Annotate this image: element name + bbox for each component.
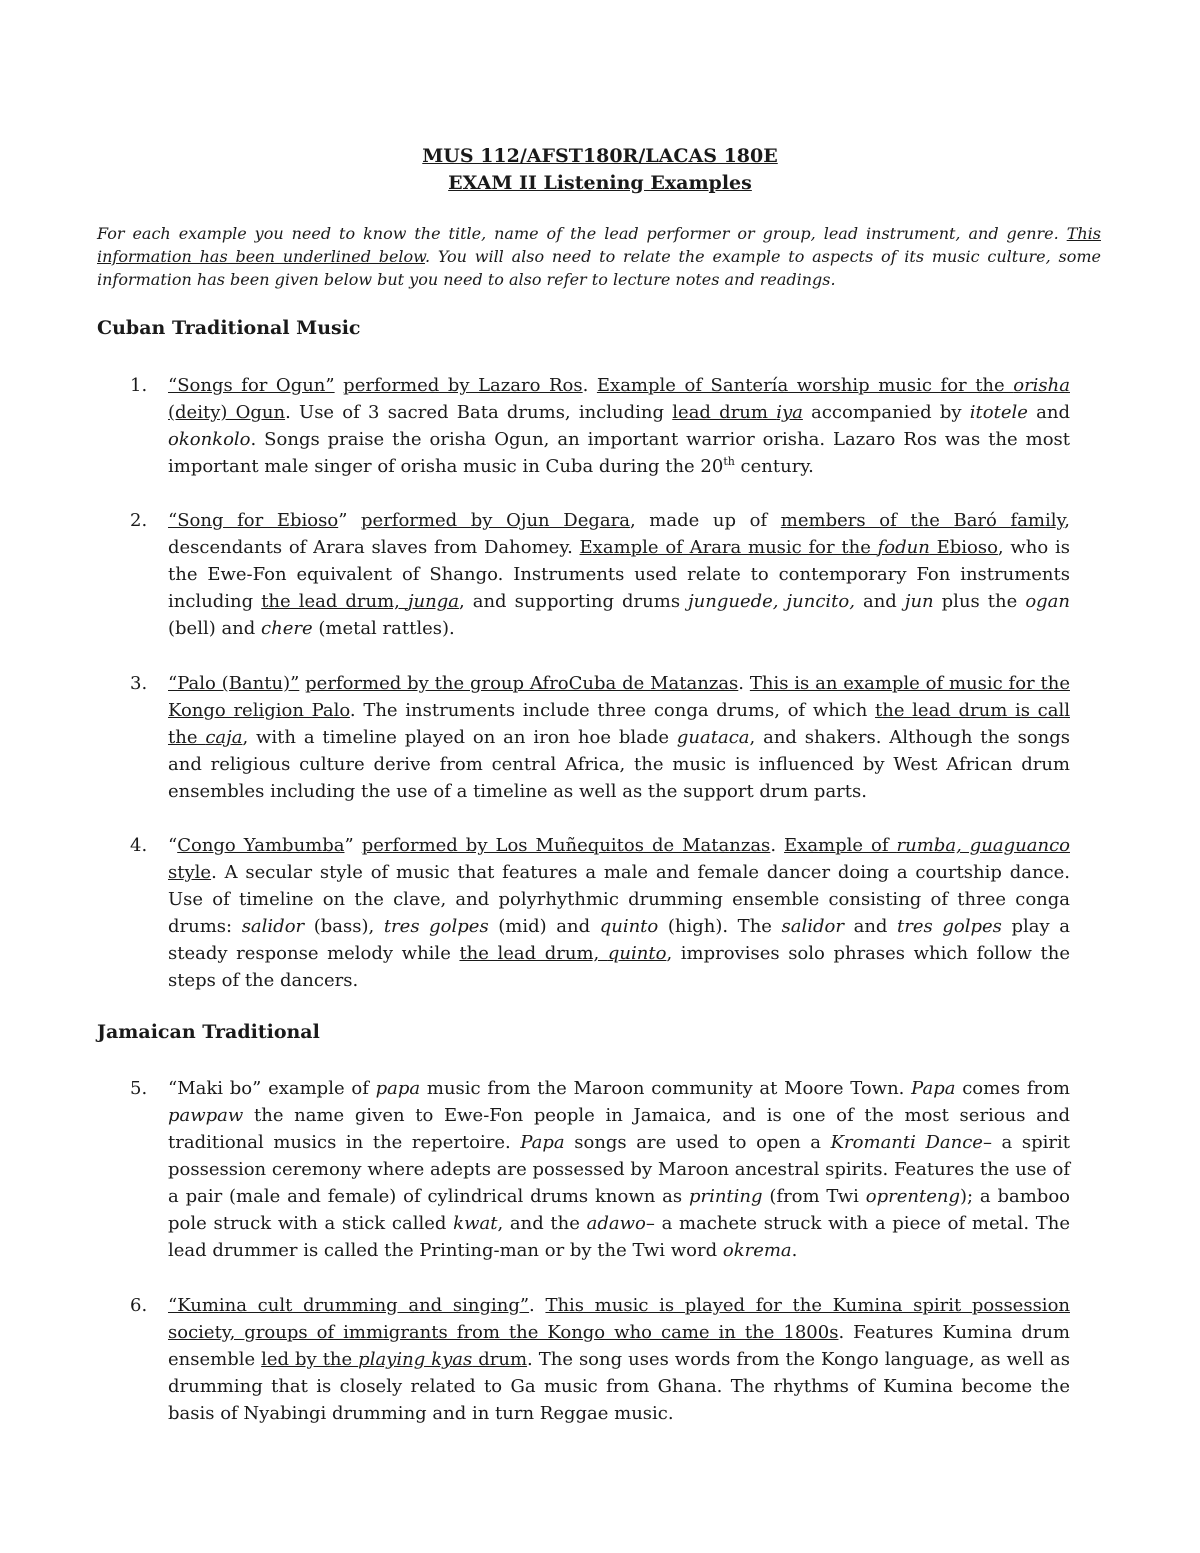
example-text-segment: performed by the group AfroCuba de Matanzas	[305, 673, 739, 694]
example-text-segment: kwat	[453, 1213, 498, 1234]
example-text-segment: style	[168, 862, 212, 883]
example-text-segment: – a machete struck with a piece of metal. The lead drummer is called the Printing-man or by the Twi word	[168, 1213, 1070, 1261]
example-text-segment: junguede, juncito,	[688, 591, 855, 612]
example-text-segment: comes from	[955, 1078, 1070, 1099]
example-text-segment: and	[1027, 402, 1070, 423]
example-text-segment: Kromanti Dance	[830, 1132, 983, 1153]
example-text-segment: , who is the Ewe-Fon equivalent of Shango. Instruments used relate to contemporary Fon instruments including	[168, 537, 1070, 612]
example-text-segment: (high). The	[658, 916, 782, 937]
example-text-segment: .	[738, 673, 750, 694]
example-number: 3.	[130, 673, 148, 694]
example-text-segment: This music is played for the Kumina spirit possession society, groups of immigrants from the Kongo who came in the 1800s	[168, 1295, 1070, 1343]
example-text-segment: “	[168, 835, 178, 856]
example-text-segment: ”	[338, 510, 362, 531]
example-text	[168, 372, 1070, 480]
example-text-segment: (mid) and	[488, 916, 600, 937]
example-text-segment: (bell) and	[168, 618, 262, 639]
example-text-segment: the lead drum,	[459, 943, 608, 964]
example-text-segment: , and supporting drums	[458, 591, 689, 612]
example-text-segment: junga	[407, 591, 459, 612]
example-text-segment: ogan	[1025, 591, 1070, 612]
example-text-segment: .	[791, 1240, 798, 1261]
example-text-segment: and	[854, 591, 905, 612]
example-text-segment: .	[770, 835, 785, 856]
example-text-segment: the name given to Ewe-Fon people in Jamaica, and is one of the most serious and traditional musics in the repertoire.	[168, 1105, 1070, 1153]
example-text-segment: drum	[472, 1349, 528, 1370]
example-text-segment: (metal rattles).	[312, 618, 455, 639]
example-text-segment: “Kumina cult drumming and singing”	[168, 1295, 530, 1316]
example-number: 4.	[130, 835, 148, 856]
example-text-segment: .	[529, 1295, 546, 1316]
example-text-segment: , with a timeline played on an iron hoe blade	[242, 727, 677, 748]
example-text-segment: guataca	[676, 727, 750, 748]
example-text-segment: . Features Kumina drum ensemble	[168, 1322, 1070, 1370]
example-text-segment: Example of Arara music for the	[579, 537, 878, 558]
example-item	[130, 372, 1070, 480]
example-text-segment: adawo	[586, 1213, 646, 1234]
example-item	[130, 1075, 1070, 1264]
example-text-segment: okonkolo	[168, 429, 251, 450]
example-text-segment	[335, 375, 344, 396]
example-text-segment: jun	[904, 591, 934, 612]
instructions-underlined-text: This information has been underlined below	[97, 224, 1101, 266]
example-text-segment: caja	[205, 727, 243, 748]
example-text-segment: , and shakers. Although the songs and religious culture derive from central Africa, the music is influenced by West African drum ensembles including the use of a timeline as well as the support drum parts.	[168, 727, 1071, 802]
example-text	[168, 1292, 1070, 1427]
example-text-segment: Papa	[911, 1078, 956, 1099]
example-text-segment: . The instruments include three conga drums, of which	[349, 700, 875, 721]
example-text-segment: rumba, guaguanco	[896, 835, 1070, 856]
instructions-paragraph	[97, 222, 1101, 291]
example-text-segment: th	[723, 455, 735, 468]
example-text-segment: “Song for Ebioso	[168, 510, 339, 531]
course-title: MUS 112/AFST180R/LACAS 180E	[422, 145, 778, 167]
example-text-segment: tres golpes	[897, 916, 1002, 937]
example-text	[168, 832, 1070, 994]
example-text-segment: “Maki bo” example of	[168, 1078, 376, 1099]
example-text-segment: Example of Santería worship music for the	[596, 375, 1014, 396]
example-text-segment: “Songs for Ogun”	[168, 375, 335, 396]
example-text-segment: ); a bamboo pole struck with a stick called	[168, 1186, 1071, 1234]
example-text-segment: accompanied by	[802, 402, 970, 423]
instructions-text-continued: . You will also need to relate the example to aspects of its music culture, some information has been given below but you need to also refer to lecture notes and readings.	[97, 247, 1101, 289]
section-heading-jamaican: Jamaican Traditional	[97, 1021, 320, 1043]
example-text-segment: okrema	[722, 1240, 792, 1261]
example-text-segment: pawpaw	[168, 1105, 244, 1126]
example-number: 5.	[130, 1078, 148, 1099]
example-number: 6.	[130, 1295, 148, 1316]
example-text-segment: Ebioso	[929, 537, 998, 558]
example-text-segment: . A secular style of music that features a male and female dancer doing a courtship dance. Use of timeline on the clave, and polyrhythmic drumming ensemble consisting of three conga drums:	[168, 862, 1070, 937]
example-text	[168, 1075, 1070, 1264]
example-text-segment: performed by Ojun Degara	[361, 510, 630, 531]
example-text-segment: ”	[344, 835, 362, 856]
example-text-segment: songs are used to open a	[564, 1132, 831, 1153]
example-text-segment: fodun	[877, 537, 930, 558]
example-text-segment: and	[844, 916, 898, 937]
example-text-segment: , improvises solo phrases which follow the steps of the dancers.	[168, 943, 1070, 991]
example-text-segment: papa	[375, 1078, 421, 1099]
example-text-segment: , and the	[497, 1213, 587, 1234]
example-text-segment: Congo Yambumba	[177, 835, 345, 856]
example-text-segment: This is an example of music for the Kongo religion Palo	[168, 673, 1070, 721]
example-text-segment: (deity) Ogun	[168, 402, 286, 423]
example-item	[130, 670, 1070, 805]
example-text-segment: (from Twi	[762, 1186, 866, 1207]
example-text-segment: “Palo (Bantu)”	[168, 673, 300, 694]
example-text-segment: quinto	[607, 943, 667, 964]
example-text-segment: tres golpes	[383, 916, 489, 937]
example-text-segment: salidor	[241, 916, 305, 937]
example-text-segment: (bass),	[304, 916, 384, 937]
example-text-segment: oprenteng	[865, 1186, 960, 1207]
example-text-segment: – a spirit possession ceremony where adepts are possessed by Maroon ancestral spirits. Features the use of a pair (male and female) of cylindrical drums known as	[168, 1132, 1070, 1207]
example-text-segment: chere	[261, 618, 313, 639]
example-text-segment: plus the	[933, 591, 1026, 612]
example-text-segment: . The song uses words from the Kongo language, as well as drumming that is closely related to Ga music from Ghana. The rhythms of Kumina become the basis of Nyabingi drumming and in turn Reggae music.	[168, 1349, 1070, 1424]
example-text-segment: play a steady response melody while	[168, 916, 1071, 964]
example-item	[130, 507, 1070, 642]
document-title	[0, 143, 1200, 197]
example-text-segment: led by the	[261, 1349, 359, 1370]
example-text-segment: quinto	[599, 916, 659, 937]
example-text-segment: . Use of 3 sacred Bata drums, including	[285, 402, 673, 423]
example-text-segment: orisha	[1013, 375, 1070, 396]
example-item	[130, 1292, 1070, 1427]
example-text-segment: music from the Maroon community at Moore Town.	[420, 1078, 912, 1099]
example-text-segment: . Songs praise the orisha Ogun, an important warrior orisha. Lazaro Ros was the most important male singer of orisha music in Cuba during the 20	[168, 429, 1070, 477]
example-text-segment: salidor	[781, 916, 844, 937]
example-text-segment: itotele	[969, 402, 1028, 423]
example-text-segment: members of the Baró family	[780, 510, 1065, 531]
section-heading-cuban: Cuban Traditional Music	[97, 317, 361, 339]
example-text-segment: Papa	[520, 1132, 565, 1153]
example-text-segment: the lead drum,	[261, 591, 408, 612]
example-text	[168, 670, 1070, 805]
instructions-text: For each example you need to know the title, name of the lead performer or group, lead instrument, and genre.	[97, 224, 1067, 243]
example-text-segment: performed by Lazaro Ros	[343, 375, 583, 396]
example-text-segment: .	[582, 375, 597, 396]
example-text-segment: iya	[776, 402, 803, 423]
example-text	[168, 507, 1070, 642]
example-text-segment: , descendants of Arara slaves from Dahomey.	[168, 510, 1070, 558]
example-text-segment: printing	[688, 1186, 763, 1207]
example-text-segment: Example of	[784, 835, 897, 856]
example-number: 1.	[130, 375, 148, 396]
example-text-segment: performed by Los Muñequitos de Matanzas	[361, 835, 771, 856]
example-text-segment: century.	[734, 456, 814, 477]
example-item	[130, 832, 1070, 994]
example-text-segment: playing kyas	[358, 1349, 473, 1370]
example-number: 2.	[130, 510, 148, 531]
example-text-segment: the lead drum is call the	[168, 700, 1070, 748]
example-text-segment: , made up of	[629, 510, 781, 531]
exam-title: EXAM II Listening Examples	[448, 172, 752, 194]
example-text-segment: lead drum	[672, 402, 777, 423]
